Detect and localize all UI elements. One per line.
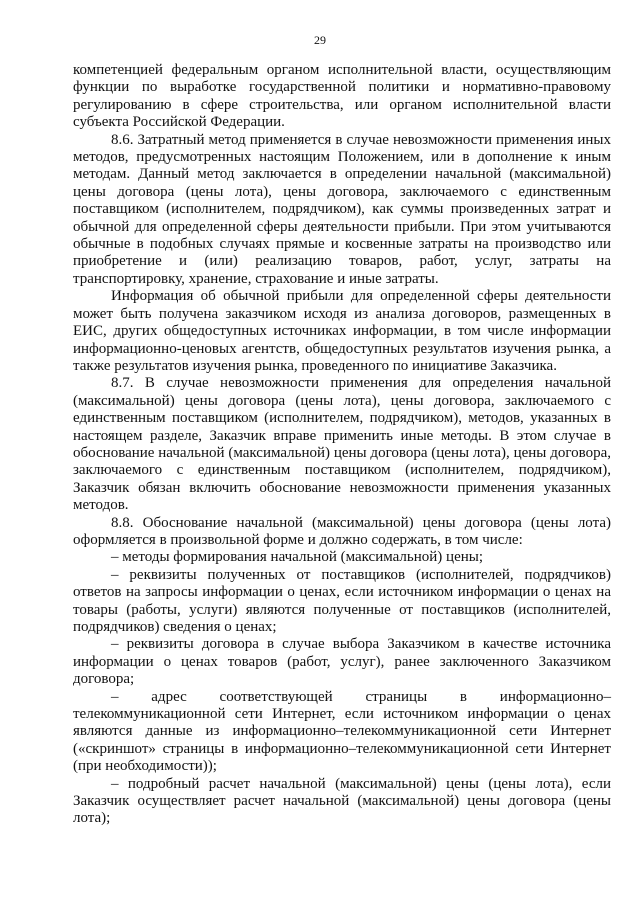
page-number: 29 [314,33,326,47]
document-body [73,62,611,828]
list-item-methods: – методы формирования начальной (максимальной) цены; [111,549,483,566]
paragraph-8-6: 8.6. Затратный метод применяется в случае невозможности применения иных методов, предусмотренных настоящим Положением, или в дополнение к иным методам. Данный метод заключается в определении начальной (максимальной) цены договора (цены лота), цены договора, заключаемого с единственным поставщиком (исполнителем, подрядчиком), как суммы произведенных затрат и обычной для определенной сферы деятельности прибыли. При этом учитываются обычные в подобных случаях прямые и косвенные затраты на производство или приобретение и (или) реализацию товаров, работ, услуг, затраты на транспортировку, хранение, страхование и иные затраты. [73,131,611,287]
paragraph-8-7: 8.7. В случае невозможности применения для определения начальной (максимальной) цены договора (цены лота), цены договора, заключаемого с единственным поставщиком (исполнителем, подрядчиком), методов, указанных в настоящем разделе, Заказчик вправе применить иные методы. В этом случае в обоснование начальной (максимальной) цены договора (цены лота), цены договора, заключаемого с единственным поставщиком (исполнителем, подрядчиком), Заказчик обязан включить обоснование невозможности применения указанных методов. [73,375,611,514]
paragraph-profit-info: Информация об обычной прибыли для определенной сферы деятельности может быть получена заказчиком исходя из анализа договоров, размещенных в ЕИС, других общедоступных источниках информации, в том числе информации информационно-ценовых агентств, общедоступных результатов изучения рынка, а также результатов изучения рынка, проведенного по инициативе Заказчика. [73,288,611,374]
list-item-internet-address: – адрес соответствующей страницы в информационно–телекоммуникационной сети Интернет, если источником информации о ценах являются данные из информационно–телекоммуникационной сети Интернет («скриншот» страницы в информационно–телекоммуникационной сети Интернет (при необходимости)); [73,688,611,775]
list-item-detailed-calculation: – подробный расчет начальной (максимальной) цены (цены лота), если Заказчик осуществляет расчет начальной (максимальной) цены договора (цены лота); [73,775,611,827]
paragraph-8-8: 8.8. Обоснование начальной (максимальной) цены договора (цены лота) оформляется в произвольной форме и должно содержать, в том числе: [73,514,611,548]
paragraph-intro-continuation: компетенцией федеральным органом исполнительной власти, осуществляющим функции по выработке государственной политики и нормативно-правовому регулированию в сфере строительства, или органом исполнительной власти субъекта Российской Федерации. [73,62,611,131]
list-item-contract-details: – реквизиты договора в случае выбора Заказчиком в качестве источника информации о ценах товаров (работ, услуг), ранее заключенного Заказчиком договора; [73,636,611,688]
list-item-supplier-responses: – реквизиты полученных от поставщиков (исполнителей, подрядчиков) ответов на запросы информации о ценах, если источником информации о ценах на товары (работы, услуги) являются полученные от поставщиков (исполнителей, подрядчиков) сведения о ценах; [73,566,611,635]
